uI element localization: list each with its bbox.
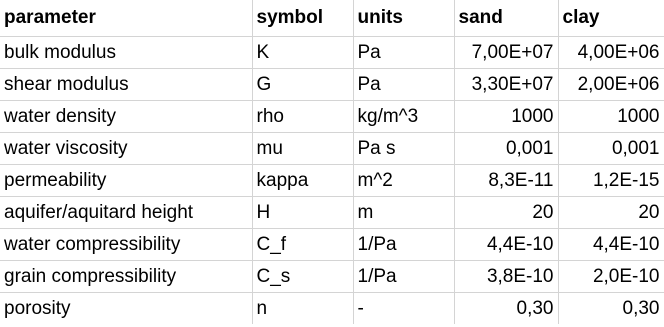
cell-symbol[interactable]: H: [252, 197, 353, 229]
header-row: [0, 0, 664, 37]
cell-symbol[interactable]: kappa: [252, 165, 353, 197]
cell-sand[interactable]: 0,30: [454, 293, 558, 325]
cell-parameter[interactable]: porosity: [0, 293, 252, 325]
table-row: [0, 261, 664, 293]
cell-sand[interactable]: 3,30E+07: [454, 69, 558, 101]
table-row: [0, 229, 664, 261]
cell-units[interactable]: Pa: [353, 37, 454, 69]
cell-symbol[interactable]: mu: [252, 133, 353, 165]
cell-parameter[interactable]: bulk modulus: [0, 37, 252, 69]
cell-parameter[interactable]: aquifer/aquitard height: [0, 197, 252, 229]
header-cell-units[interactable]: units: [353, 0, 454, 37]
cell-units[interactable]: 1/Pa: [353, 261, 454, 293]
cell-sand[interactable]: 20: [454, 197, 558, 229]
cell-units[interactable]: kg/m^3: [353, 101, 454, 133]
cell-units[interactable]: Pa s: [353, 133, 454, 165]
cell-sand[interactable]: 8,3E-11: [454, 165, 558, 197]
cell-clay[interactable]: 1,2E-15: [558, 165, 664, 197]
header-cell-symbol[interactable]: symbol: [252, 0, 353, 37]
cell-units[interactable]: -: [353, 293, 454, 325]
table-row: [0, 69, 664, 101]
cell-symbol[interactable]: n: [252, 293, 353, 325]
header-cell-clay[interactable]: clay: [558, 0, 664, 37]
cell-clay[interactable]: 2,0E-10: [558, 261, 664, 293]
cell-parameter[interactable]: grain compressibility: [0, 261, 252, 293]
cell-parameter[interactable]: water compressibility: [0, 229, 252, 261]
cell-clay[interactable]: 0,30: [558, 293, 664, 325]
cell-symbol[interactable]: G: [252, 69, 353, 101]
header-cell-parameter[interactable]: parameter: [0, 0, 252, 37]
cell-units[interactable]: Pa: [353, 69, 454, 101]
cell-clay[interactable]: 2,00E+06: [558, 69, 664, 101]
table-row: [0, 133, 664, 165]
cell-symbol[interactable]: K: [252, 37, 353, 69]
cell-clay[interactable]: 4,00E+06: [558, 37, 664, 69]
cell-sand[interactable]: 1000: [454, 101, 558, 133]
table-row: [0, 197, 664, 229]
cell-parameter[interactable]: water density: [0, 101, 252, 133]
cell-units[interactable]: m^2: [353, 165, 454, 197]
cell-clay[interactable]: 1000: [558, 101, 664, 133]
header-cell-sand[interactable]: sand: [454, 0, 558, 37]
cell-clay[interactable]: 20: [558, 197, 664, 229]
cell-sand[interactable]: 0,001: [454, 133, 558, 165]
cell-clay[interactable]: 0,001: [558, 133, 664, 165]
cell-symbol[interactable]: rho: [252, 101, 353, 133]
cell-symbol[interactable]: C_f: [252, 229, 353, 261]
cell-parameter[interactable]: permeability: [0, 165, 252, 197]
cell-units[interactable]: m: [353, 197, 454, 229]
table-row: [0, 293, 664, 325]
cell-symbol[interactable]: C_s: [252, 261, 353, 293]
cell-sand[interactable]: 7,00E+07: [454, 37, 558, 69]
table-row: [0, 37, 664, 69]
cell-sand[interactable]: 3,8E-10: [454, 261, 558, 293]
cell-parameter[interactable]: water viscosity: [0, 133, 252, 165]
table-row: [0, 165, 664, 197]
cell-clay[interactable]: 4,4E-10: [558, 229, 664, 261]
table-row: [0, 101, 664, 133]
cell-units[interactable]: 1/Pa: [353, 229, 454, 261]
cell-sand[interactable]: 4,4E-10: [454, 229, 558, 261]
cell-parameter[interactable]: shear modulus: [0, 69, 252, 101]
